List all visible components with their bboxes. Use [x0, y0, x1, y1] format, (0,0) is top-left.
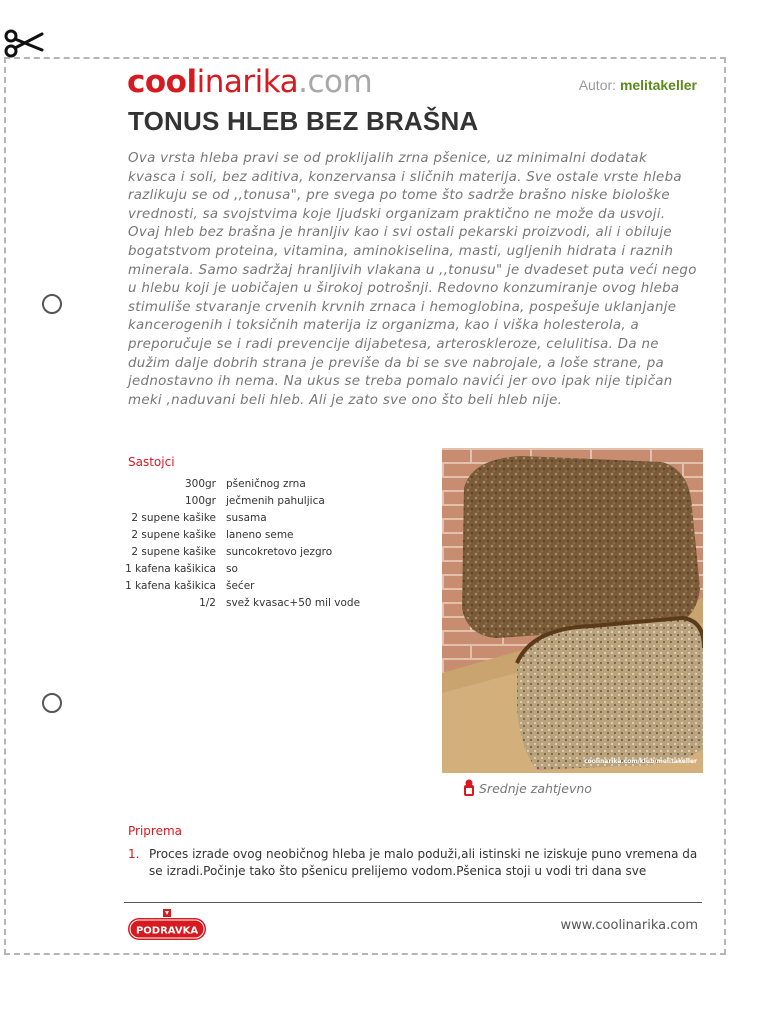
recipe-intro: Ova vrsta hleba pravi se od proklijalih zrna pšenice, uz minimalni dodatak kvasca i soli, bez aditiva, konzervansa i sličnih materija. Sve ostale vrste hleba razlikuju se od ,,tonusa", pre svega po tome što sadrže brašno niske biološke vrednosti, sa svojstvima koje ljudski organizam praktično ne može da usvoji. Ovaj hleb bez brašna je hranljiv kao i svi ostali pekarski proizvodi, ali i obiluje bogatstvom proteina, vitamina, aminokiselina, masti, ugljenih hidrata i raznih minerala. Samo sadržaj hranljivih vlakana u ,,tonusu" je dvadeset puta veći nego u hlebu koji je uobičajen u širokoj potrošnji. Redovno konzumiranje ovog hleba stimuliše stvaranje crvenih krvnih zrnaca i hemoglobina, pospešuje uklanjanje kancerogenih i toksičnih materija iz organizma, kao i viška holesterola, a preporučuje se i radi prevencije dijabetesa, arteroskleroze, celulitisa. Da ne dužim dalje dobrih strana je previše da bi se sve nabrojale, a loše strane, pa jednostavno ih nema. Na ukus se treba pomalo navići jer ovo ipak nije tipičan meki ,naduvani beli hleb. Ali je zato sve ono što beli hleb nije.	[128, 151, 697, 408]
ingredient-row	[120, 475, 360, 492]
ingredient-quantity: 1 kafena kašikica	[125, 579, 216, 592]
ingredient-name: so	[226, 562, 238, 575]
step-number: 1.	[128, 847, 140, 861]
ingredient-row	[120, 492, 360, 509]
ingredient-row	[120, 509, 360, 526]
ingredient-name: šećer	[226, 579, 255, 592]
ingredients-table	[120, 475, 360, 611]
author-name[interactable]: melitakeller	[619, 77, 697, 93]
ingredient-quantity: 2 supene kašike	[131, 528, 216, 541]
podravka-logo[interactable]	[127, 909, 207, 942]
ingredient-name: suncokretovo jezgro	[226, 545, 333, 558]
author-line	[579, 77, 697, 93]
binder-hole	[42, 294, 62, 314]
binder-hole	[42, 693, 62, 713]
coolinarika-logo[interactable]: coolinarika.com	[127, 64, 373, 100]
ingredient-row	[120, 577, 360, 594]
ingredients-heading: Sastojci	[128, 455, 175, 469]
ingredient-row	[120, 594, 360, 611]
bread-photo	[442, 448, 703, 773]
ingredient-name: ječmenih pahuljica	[226, 494, 325, 507]
ingredient-name: pšeničnog zrna	[226, 477, 306, 490]
ingredient-quantity: 2 supene kašike	[131, 511, 216, 524]
step-text: Proces izrade ovog neobičnog hleba je malo poduži,ali istinski ne iziskuje puno vremena da se izradi.Počinje tako što pšenicu prelijemo vodom.Pšenica stoji u vodi tri dana sve	[149, 847, 698, 878]
ingredient-name: svež kvasac+50 mil vode	[226, 596, 361, 609]
ingredient-quantity: 1/2	[199, 596, 216, 609]
ingredient-quantity: 2 supene kašike	[131, 545, 216, 558]
ingredient-name: susama	[226, 511, 267, 524]
photo-watermark: coolinarika.com/klub/melitakeller	[584, 758, 697, 765]
preparation-step	[128, 846, 698, 880]
ingredient-row	[120, 526, 360, 543]
preparation-steps	[128, 846, 698, 880]
podravka-logo-text: PODRAVKA	[135, 925, 199, 937]
difficulty-indicator	[462, 779, 592, 797]
footer-divider	[124, 902, 702, 903]
preparation-heading: Priprema	[128, 824, 183, 838]
chef-hat-icon	[462, 779, 476, 797]
author-label: Autor:	[578, 77, 617, 93]
footer-url[interactable]: www.coolinarika.com	[560, 918, 698, 933]
ingredient-quantity: 1 kafena kašikica	[125, 562, 216, 575]
ingredient-row	[120, 543, 360, 560]
ingredient-name: laneno seme	[226, 528, 294, 541]
ingredient-row	[120, 560, 360, 577]
difficulty-label: Srednje zahtjevno	[479, 780, 592, 796]
scissors-icon	[2, 26, 46, 60]
ingredient-quantity: 100gr	[184, 494, 216, 507]
ingredient-quantity: 300gr	[184, 477, 216, 490]
recipe-title: TONUS HLEB BEZ BRAŠNA	[128, 106, 479, 136]
